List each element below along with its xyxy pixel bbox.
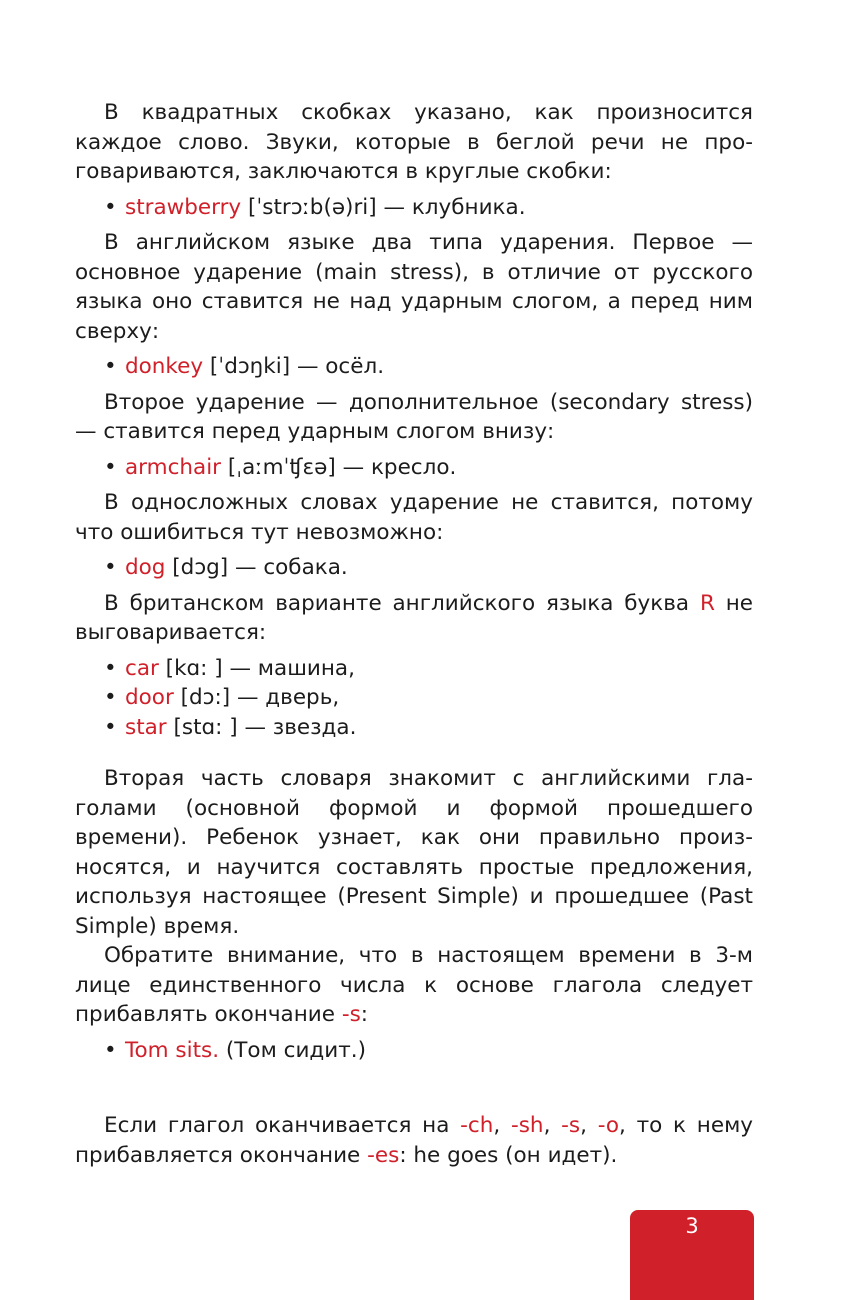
paragraph-letter-r [75, 589, 753, 648]
paragraph-verbs: Вторая часть словаря знакомит с английскими глаголами (основной формой и формой прошедшего времени). Ребенок узнает, как они правильно произносятся, и научится составлять простые предложения, используя настоящее (Present Simple) и прошедшее (Past Simple) время. [75, 766, 753, 939]
paragraph-text: , [543, 1113, 562, 1138]
paragraph-text: , то к нему прибавляется окончание [75, 1113, 754, 1168]
bullet-icon: • [104, 685, 117, 710]
transcription: [dɔ:] — дверь, [173, 685, 340, 710]
transcription: [ˌaːmˈʧɛə] — кресло. [221, 454, 457, 480]
bullet-icon: • [104, 354, 117, 379]
english-word: donkey [125, 354, 204, 379]
example-item [75, 654, 753, 684]
paragraph-text: не выговаривается: [75, 590, 754, 645]
example-item [75, 193, 753, 223]
page-content [75, 98, 753, 1170]
paragraph-text: : [360, 1002, 369, 1027]
section-gap [75, 1065, 753, 1111]
example-item [75, 352, 753, 382]
bullet-icon: • [104, 194, 117, 220]
paragraph-text: В британском варианте английского языка буква [104, 590, 700, 616]
transcription: [ˈdɔŋki] — осёл. [203, 354, 385, 379]
bullet-icon: • [104, 655, 117, 681]
transcription: [ˈstrɔːb(ə)ri] — клубника. [241, 194, 526, 220]
example-list [75, 453, 753, 483]
verb-ending: -sh [510, 1113, 544, 1138]
bullet-icon: • [104, 454, 117, 480]
translation: (Том сидит.) [219, 1037, 367, 1063]
verb-ending: -s [561, 1113, 581, 1138]
paragraph-monosyllabic: В односложных словах ударение не ставится, потому что ошибиться тут невозможно: [75, 490, 753, 545]
paragraph-es-ending [75, 1111, 753, 1170]
page-number-tab [630, 1210, 754, 1300]
page-number: 3 [685, 1214, 699, 1238]
paragraph-third-person [75, 941, 753, 1030]
example-item [75, 713, 753, 743]
paragraph-secondary-stress: Второе ударение — дополнительное (secondary stress) — ставится перед ударным слогом внизу: [75, 389, 753, 444]
verb-ending: -ch [460, 1113, 494, 1138]
english-word: car [125, 655, 159, 681]
transcription: [dɔg] — собака. [165, 555, 348, 580]
example-item [75, 683, 753, 713]
example-list [75, 553, 753, 583]
highlighted-letter: R [699, 590, 715, 616]
example-list [75, 193, 753, 223]
verb-ending: -s [341, 1002, 361, 1027]
paragraph-text: , [580, 1113, 598, 1138]
paragraph-text: , [493, 1113, 511, 1138]
paragraph-main-stress: В английском языке два типа ударения. Первое — основное ударение (main stress), в отличие от русского языка оно ставится не над ударным слогом, а перед ним сверху: [75, 230, 753, 344]
paragraph-text: Обратите внимание, что в настоящем времени в 3-м лице единственного числа к основе глагола следует прибавлять окончание [75, 943, 753, 1027]
english-word: door [125, 685, 174, 710]
english-word: dog [125, 555, 166, 580]
section-gap [75, 742, 753, 764]
verb-ending: -o [597, 1113, 620, 1138]
example-item [75, 1036, 753, 1066]
example-item [75, 553, 753, 583]
paragraph-text: Если глагол оканчивается на [104, 1113, 461, 1138]
verb-ending: -es [367, 1142, 400, 1168]
example-list [75, 654, 753, 743]
example-list [75, 1036, 753, 1066]
paragraph-text: : he goes (он идет). [399, 1142, 618, 1168]
example-list [75, 352, 753, 382]
bullet-icon: • [104, 555, 117, 580]
bullet-icon: • [104, 1037, 117, 1063]
bullet-icon: • [104, 714, 117, 740]
paragraph-brackets: В квадратных скобках указано, как произносится каждое слово. Звуки, которые в беглой речи не проговариваются, заключаются в круглые скобки: [75, 100, 753, 184]
english-sentence: Tom sits. [125, 1037, 220, 1063]
english-word: star [125, 714, 167, 740]
english-word: armchair [125, 454, 222, 480]
english-word: strawberry [125, 194, 242, 220]
transcription: [stɑ: ] — звезда. [166, 714, 357, 740]
transcription: [kɑ: ] — машина, [158, 655, 355, 681]
example-item [75, 453, 753, 483]
